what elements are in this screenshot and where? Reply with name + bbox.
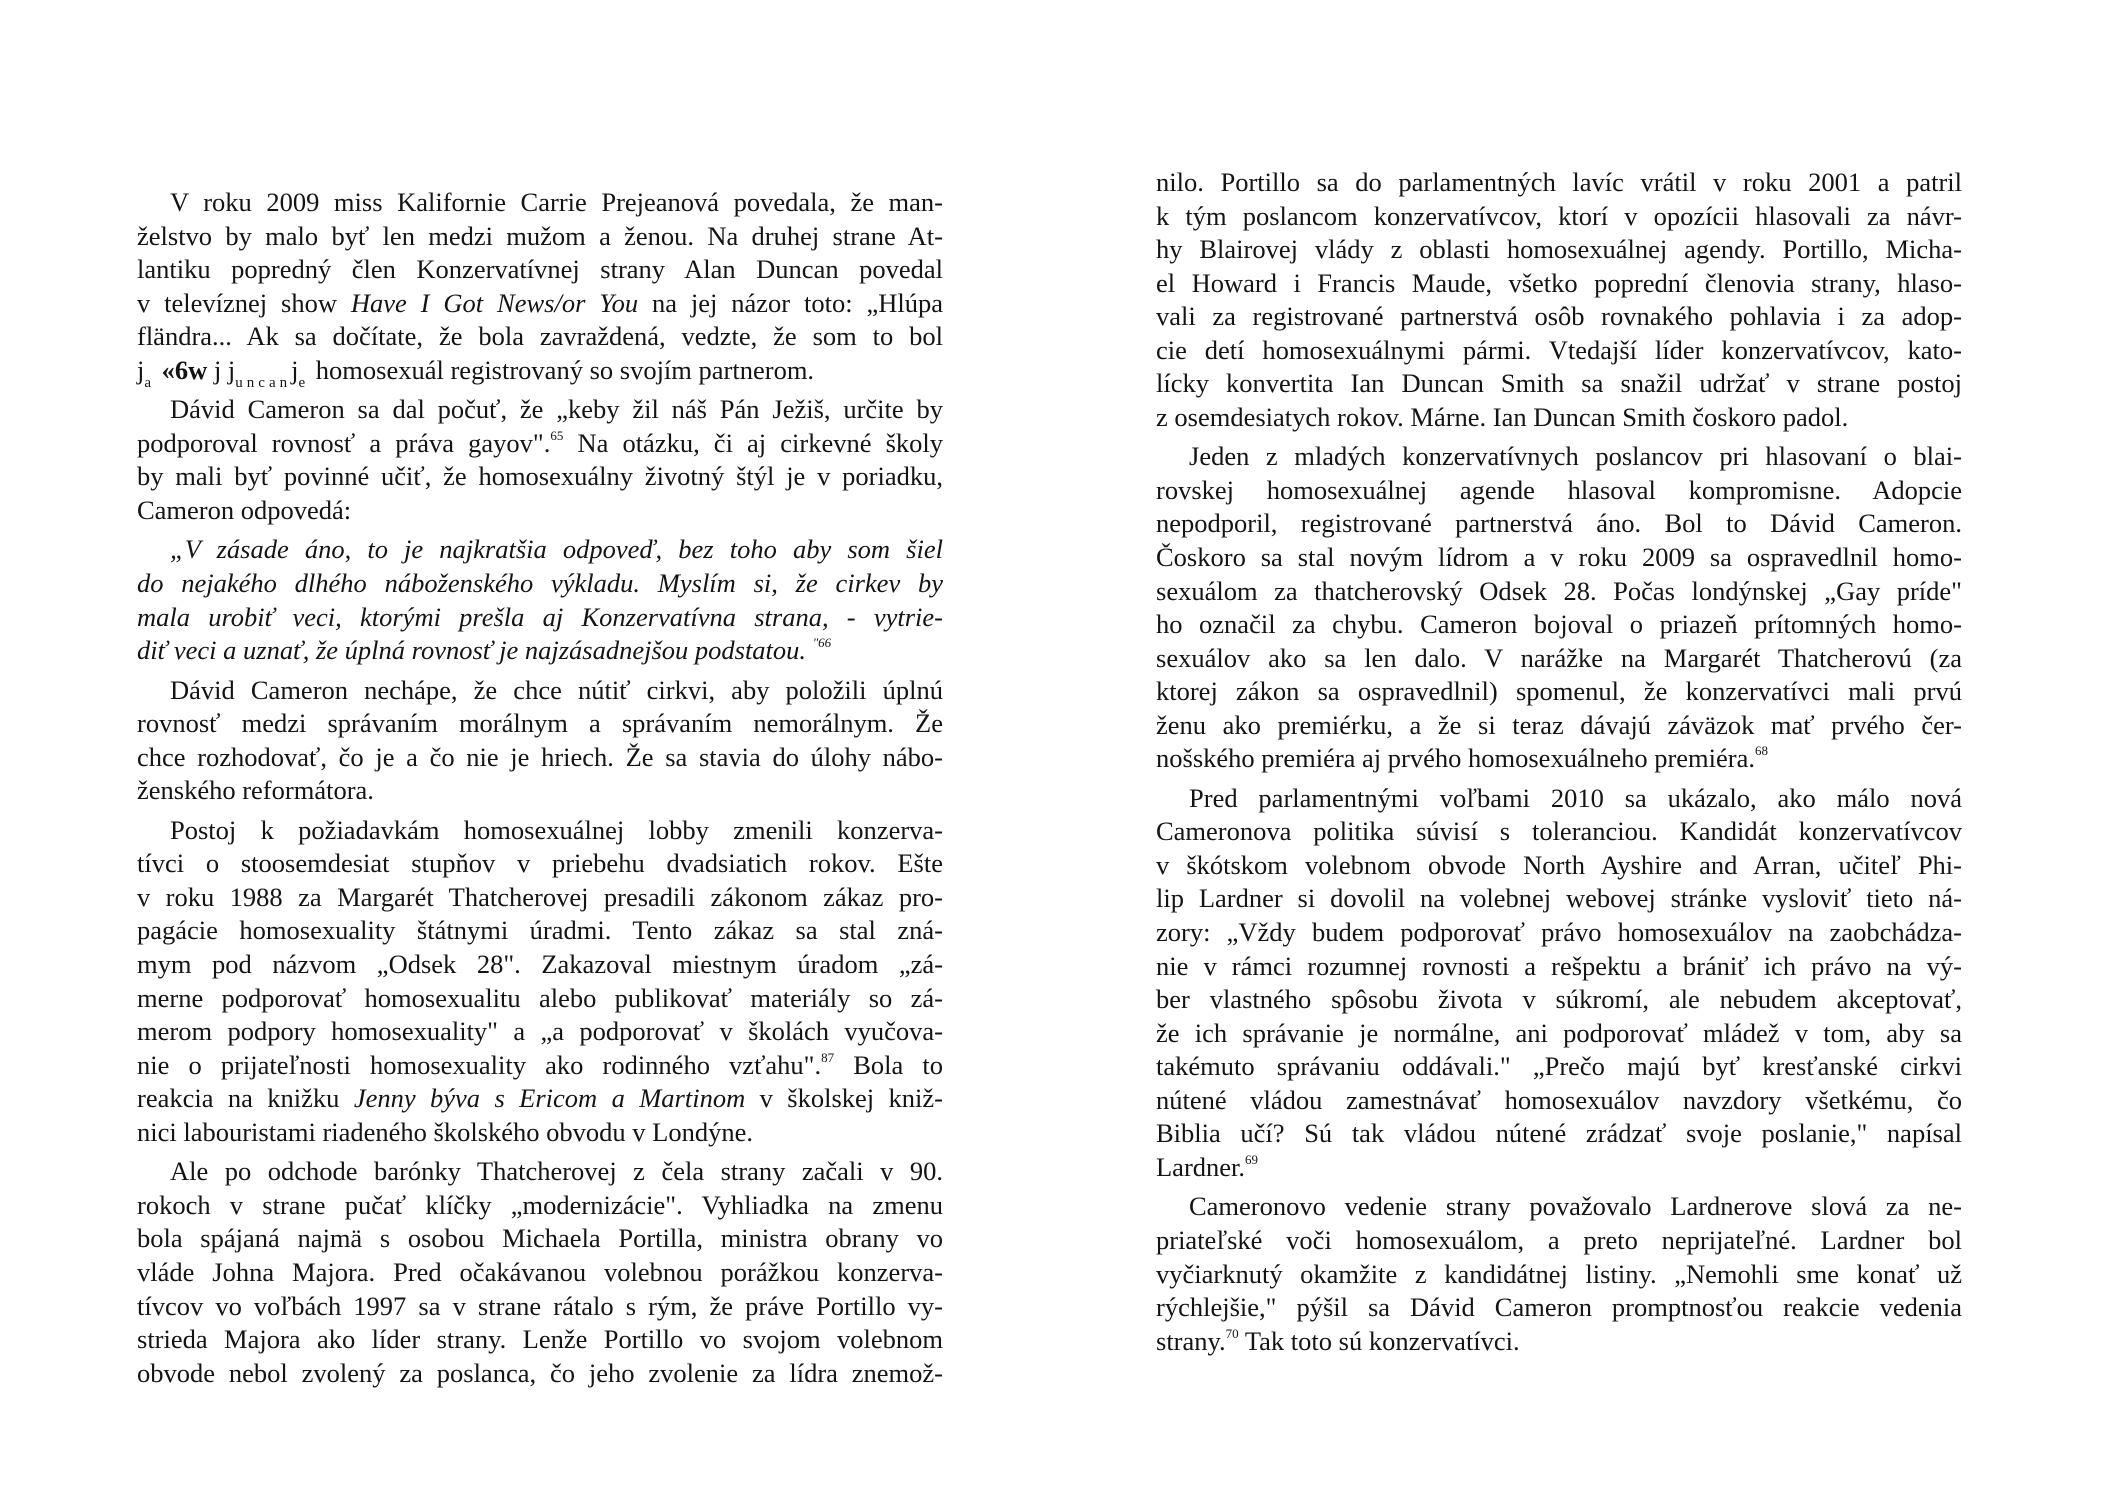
text-run: Biblia učí? Sú tak vládou nútené zrádzať svoje poslanie," napísal: [1156, 1118, 1962, 1149]
text-run: reakcia na knižku: [137, 1083, 354, 1114]
text-run: mala urobiť veci, ktorými prešla aj Konzervatívna strana, - vytrie-: [137, 601, 943, 632]
text-run: priateľské voči homosexuálom, a preto neprijateľné. Lardner bol: [1156, 1224, 1962, 1255]
text-run: rýchlejšie," pýšil sa Dávid Cameron promptnosťou reakcie vedenia: [1156, 1292, 1962, 1323]
text-line: [1156, 1291, 1962, 1325]
text-run: lantiku popredný člen Konzervatívnej strany Alan Duncan povedal: [137, 254, 943, 285]
text-line: [1156, 1117, 1962, 1151]
text-run: vali za registrované partnerstvá osôb rovnakého pohlavia i za adop-: [1156, 301, 1962, 332]
text-run: v škótskom volebnom obvode North Ayshire and Arran, učiteľ Phi-: [1156, 849, 1962, 880]
text-run: v televíznej show: [137, 287, 351, 318]
text-line: [1156, 367, 1962, 401]
text-run: Jeden z mladých konzervatívnych poslancov pri hlasovaní o blai-: [1189, 441, 1962, 472]
text-line: [137, 354, 943, 391]
text-run: el Howard i Francis Maude, všetko poprední členovia strany, hlaso-: [1156, 267, 1962, 298]
text-line: [1156, 882, 1962, 916]
text-run: Ale po odchode barónky Thatcherovej z čela strany začali v 90.: [170, 1156, 943, 1187]
text-line: [137, 1323, 943, 1357]
paragraph: [1156, 782, 1962, 1185]
text-run: strieda Majora ako líder strany. Lenže Portillo vo svojom volebnom: [137, 1324, 943, 1355]
text-run: rokoch v strane pučať klíčky „modernizácie". Vyhliadka na zmenu: [137, 1189, 943, 1220]
text-run: merne podporovať homosexualitu alebo publikovať materiály so zá-: [137, 982, 943, 1013]
text-run: hy Blairovej vlády z oblasti homosexuálnej agendy. Portillo, Micha-: [1156, 234, 1962, 265]
ocr-artifact-text: «6w: [161, 354, 208, 385]
text-line: [137, 494, 943, 528]
text-line: [1156, 1050, 1962, 1084]
text-run: rovskej homosexuálnej agende hlasoval kompromisne. Adopcie: [1156, 474, 1962, 505]
text-run: sexuálov ako sa len dalo. V narážke na Margarét Thatcherovú (za: [1156, 642, 1962, 673]
text-line: [1156, 300, 1962, 334]
text-line: [137, 914, 943, 948]
text-line: [137, 881, 943, 915]
paragraph: [137, 814, 943, 1149]
text-line: [137, 1049, 943, 1083]
text-run: j j: [207, 354, 236, 385]
text-run: v školskej kniž-: [745, 1083, 944, 1114]
footnote-reference: 68: [1755, 743, 1768, 759]
text-line: [137, 1155, 943, 1189]
text-run: na jej názor toto: „Hlúpa: [638, 287, 943, 318]
text-line: [1156, 916, 1962, 950]
text-run: vyčiarknutý okamžite z kandidátnej listiny. „Nemohli sme konať už: [1156, 1258, 1962, 1289]
text-run: nútené vládou zamestnávať homosexuálov navzdory všetkému, čo: [1156, 1084, 1962, 1115]
text-run: bola spájaná najmä s osobou Michaela Portilla, ministra obrany vo: [137, 1223, 943, 1254]
text-run: Cameronova politika súvisí s toleranciou. Kandidát konzervatívcov: [1156, 816, 1962, 847]
text-line: [1156, 642, 1962, 676]
footnote-reference: 87: [821, 1049, 835, 1065]
text-run: lip Lardner si dovolil na volebnej webovej stránke vysloviť tieto ná-: [1156, 883, 1962, 914]
text-line: [137, 1189, 943, 1223]
text-run: nie o prijateľnosti homosexuality ako rodinného vzťahu".: [137, 1049, 822, 1080]
text-line: [1156, 1258, 1962, 1292]
text-run: Bola to: [834, 1049, 943, 1080]
text-run: rovnosť medzi správaním morálnym a správaním nemorálnym. Že: [137, 708, 943, 739]
text-line: [137, 533, 943, 567]
text-run: Postoj k požiadavkám homosexuálnej lobby zmenili konzerva-: [170, 814, 943, 845]
text-run: vláde Johna Majora. Pred očakávanou volebnou porážkou konzerva-: [137, 1256, 943, 1287]
text-run: [155, 355, 162, 385]
text-run: nici labouristami riadeného školského obvodu v Londýne.: [137, 1116, 754, 1147]
text-line: [1156, 541, 1962, 575]
text-run: merom podpory homosexuality" a „a podporovať v školách vyučova-: [137, 1016, 943, 1047]
text-run: tívci o stoosemdesiat stupňov v priebehu dvadsiatich rokov. Ešte: [137, 848, 943, 879]
text-line: [137, 948, 943, 982]
text-run: sexuálom za thatcherovský Odsek 28. Počas londýnskej „Gay príde": [1156, 575, 1962, 606]
text-run: podporoval rovnosť a práva gayov".: [137, 427, 551, 458]
text-line: [1156, 1017, 1962, 1051]
text-line: [137, 741, 943, 775]
text-run: ženu ako premiérku, a že si teraz dávajú záväzok mať prvého čer-: [1156, 709, 1962, 740]
text-line: [137, 427, 943, 461]
text-line: [137, 253, 943, 287]
left-page-text-column: [137, 186, 943, 1390]
text-line: [137, 287, 943, 321]
text-line: [1156, 983, 1962, 1017]
text-line: [137, 1290, 943, 1324]
text-run: Na otázku, či aj cirkevné školy: [563, 427, 943, 458]
text-run: cie detí homosexuálnymi pármi. Vtedajší líder konzervatívcov, kato-: [1156, 334, 1962, 365]
text-run: takémuto správaniu oddávali." „Prečo majú byť kresťanské cirkvi: [1156, 1051, 1962, 1082]
text-run: pagácie homosexuality štátnymi úradmi. Tento zákaz sa stal zná-: [137, 915, 943, 946]
text-run: Lardner.: [1156, 1151, 1246, 1182]
text-run: v roku 1988 za Margarét Thatcherovej presadili zákonom zákaz pro-: [137, 881, 943, 912]
text-line: [137, 1222, 943, 1256]
text-line: [137, 601, 943, 635]
italic-title: Have I Got News/or You: [350, 287, 639, 318]
text-line: [137, 320, 943, 354]
text-line: [1156, 233, 1962, 267]
paragraph: [1156, 1190, 1962, 1358]
text-run: Dávid Cameron sa dal počuť, že „keby žil náš Pán Ježiš, určite by: [170, 394, 943, 425]
text-line: [137, 847, 943, 881]
paragraph: [1156, 166, 1962, 434]
paragraph: [137, 186, 943, 391]
right-page-text-column: [1156, 166, 1962, 1358]
italic-title: Jenny býva s Ericom a Martinom: [353, 1083, 746, 1114]
text-run: nepodporil, registrované partnerstvá áno. Bol to Dávid Cameron.: [1156, 508, 1962, 539]
text-line: [1156, 1325, 1962, 1359]
paragraph: [137, 393, 943, 527]
text-run: Dávid Cameron nechápe, že chce nútiť cirkvi, aby položili úplnú: [170, 674, 943, 705]
text-run: ženského reformátora.: [137, 775, 374, 806]
text-line: [1156, 267, 1962, 301]
ocr-artifact-subscript: uncan: [235, 374, 292, 391]
text-line: [1156, 1151, 1962, 1185]
text-line: [1156, 742, 1962, 776]
paragraph: [1156, 440, 1962, 775]
text-line: [1156, 334, 1962, 368]
text-line: [137, 567, 943, 601]
text-run: želstvo by malo byť len medzi mužom a ženou. Na druhej strane At-: [137, 220, 943, 251]
text-line: [1156, 608, 1962, 642]
footnote-reference: "66: [812, 635, 832, 651]
text-run: chce rozhodovať, čo je a čo nie je hriech. Že sa stavia do úlohy nábo-: [137, 741, 943, 772]
text-run: Pred parlamentnými voľbami 2010 sa ukázalo, ako málo nová: [1189, 782, 1962, 813]
text-run: mym pod názvom „Odsek 28". Zakazoval miestnym úradom „zá-: [137, 949, 943, 980]
text-line: [137, 774, 943, 808]
text-line: [137, 393, 943, 427]
paragraph: [137, 674, 943, 808]
text-line: [137, 1357, 943, 1391]
text-line: [1156, 675, 1962, 709]
text-line: [1156, 1224, 1962, 1258]
text-line: [1156, 849, 1962, 883]
text-line: [137, 982, 943, 1016]
text-run: ktorej zákon sa ospravedlnil) spomenul, že konzervatívci mali prvú: [1156, 676, 1962, 707]
text-line: [1156, 200, 1962, 234]
text-line: [137, 460, 943, 494]
text-run: ho označil za chybu. Cameron bojoval o priazeň prítomných homo-: [1156, 609, 1962, 640]
text-line: [1156, 440, 1962, 474]
text-line: [137, 814, 943, 848]
text-line: [1156, 782, 1962, 816]
text-run: „V zásade áno, to je najkratšia odpoveď, bez toho aby som šiel: [170, 534, 943, 565]
text-run: k tým poslancom konzervatívcov, ktorí v opozícii hlasovali za návr-: [1156, 200, 1962, 231]
paragraph: [137, 1155, 943, 1390]
text-line: [137, 707, 943, 741]
text-line: [1156, 1084, 1962, 1118]
text-run: Čoskoro sa stal novým lídrom a v roku 2009 sa ospravedlnil homo-: [1156, 542, 1962, 573]
footnote-reference: 69: [1245, 1151, 1259, 1167]
text-line: [137, 186, 943, 220]
text-run: nie v rámci rozumnej rovnosti a rešpektu a brániť ich právo na vý-: [1156, 950, 1962, 981]
text-run: diť veci a uznať, že úplná rovnosť je najzásadnejšou podstatou.: [137, 635, 813, 666]
text-line: [137, 634, 943, 668]
text-run: Cameronovo vedenie strany považovalo Lardnerove slová za ne-: [1189, 1191, 1962, 1222]
text-line: [1156, 474, 1962, 508]
text-line: [1156, 166, 1962, 200]
text-run: lícky konvertita Ian Duncan Smith sa snažil udržať v strane postoj: [1156, 368, 1962, 399]
text-run: zory: „Vždy budem podporovať právo homosexuálov na zaobchádza-: [1156, 917, 1962, 948]
text-run: nilo. Portillo sa do parlamentných lavíc vrátil v roku 2001 a patril: [1156, 167, 1962, 197]
text-line: [137, 1116, 943, 1150]
text-line: [137, 1082, 943, 1116]
text-run: z osemdesiatych rokov. Márne. Ian Duncan Smith čoskoro padol.: [1156, 401, 1849, 432]
text-run: fländra... Ak sa dočítate, že bola zavraždená, vedzte, že som to bol: [137, 321, 943, 352]
right-page: [1058, 0, 2116, 1500]
block-quote: [137, 533, 943, 667]
text-line: [137, 1256, 943, 1290]
text-run: by mali byť povinné učiť, že homosexuálny životný štýl je v poriadku,: [137, 461, 943, 492]
text-line: [137, 220, 943, 254]
text-run: homosexuál registrovaný so svojím partnerom.: [309, 354, 815, 385]
text-run: Cameron odpovedá:: [137, 494, 352, 525]
text-run: V roku 2009 miss Kalifornie Carrie Prejeanová povedala, že man-: [170, 187, 943, 217]
text-line: [1156, 507, 1962, 541]
footnote-reference: 70: [1225, 1325, 1239, 1341]
text-line: [137, 674, 943, 708]
text-line: [1156, 1190, 1962, 1224]
ocr-artifact-subscript: e: [298, 374, 310, 391]
text-run: j: [137, 354, 145, 385]
text-line: [1156, 815, 1962, 849]
footnote-reference: 65: [550, 427, 564, 443]
ocr-artifact-subscript: a: [144, 374, 156, 391]
text-run: j: [291, 354, 299, 385]
text-run: obvode nebol zvolený za poslanca, čo jeho zvolenie za lídra znemož-: [137, 1357, 943, 1388]
text-run: strany.: [1156, 1325, 1226, 1356]
text-run: do nejakého dlhého náboženského výkladu. Myslím si, že cirkev by: [137, 568, 943, 599]
text-line: [1156, 709, 1962, 743]
text-line: [1156, 575, 1962, 609]
text-run: ber vlastného spôsobu života v súkromí, ale nebudem akceptovať,: [1156, 984, 1962, 1015]
text-line: [1156, 401, 1962, 435]
text-run: nošského premiéra aj prvého homosexuálneho premiéra.: [1156, 743, 1755, 774]
text-run: Tak toto sú konzervatívci.: [1238, 1325, 1520, 1356]
text-run: tívcov vo voľbách 1997 sa v strane rátalo s rým, že práve Portillo vy-: [137, 1290, 943, 1321]
text-line: [137, 1015, 943, 1049]
text-line: [1156, 950, 1962, 984]
text-run: že ich správanie je normálne, ani podporovať mládež v tom, aby sa: [1156, 1017, 1962, 1048]
